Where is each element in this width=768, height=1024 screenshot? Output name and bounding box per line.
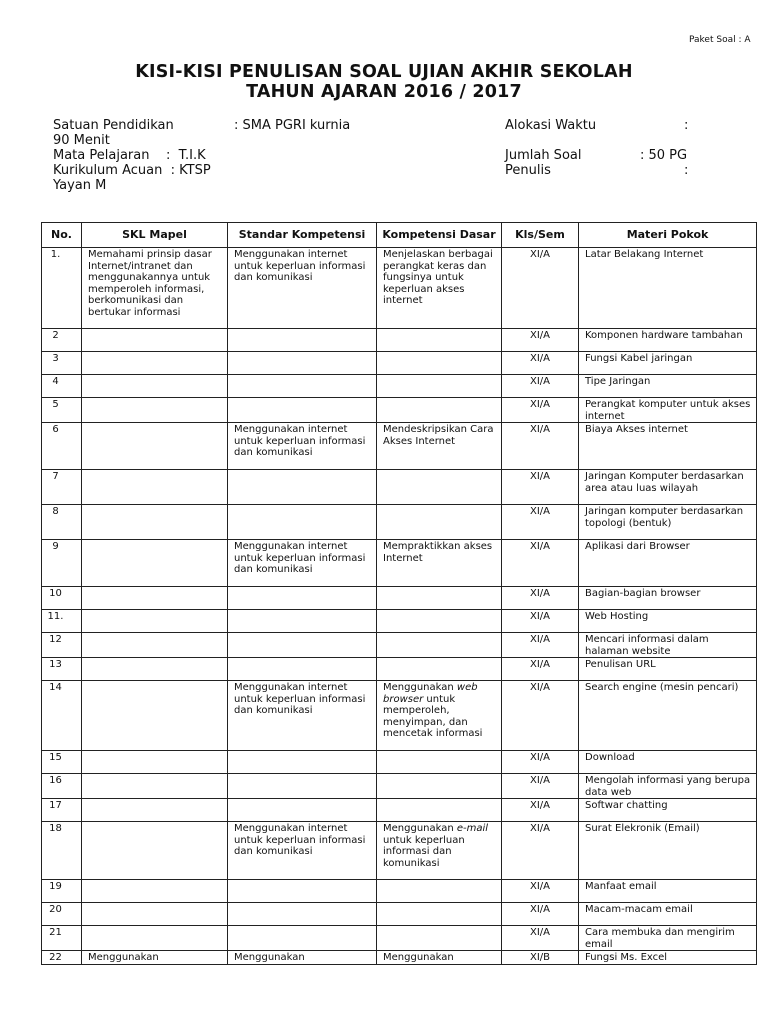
- cell-materi: Latar Belakang Internet: [579, 248, 757, 329]
- cell-no: 17: [42, 799, 82, 822]
- kd-text-part: web browser: [383, 682, 478, 705]
- cell-kd: Mempraktikkan akses Internet: [377, 540, 502, 587]
- kd-text-part: untuk memperoleh, menyimpan, dan mencetak informasi: [383, 693, 483, 739]
- cell-sk: [228, 903, 377, 926]
- cell-kd: [377, 822, 502, 880]
- kd-text-part: untuk keperluan informasi dan komunikasi: [383, 834, 465, 869]
- cell-sk: Menggunakan internet untuk keperluan informasi dan komunikasi: [228, 540, 377, 587]
- cell-no: 14: [42, 681, 82, 751]
- table-row: [42, 248, 757, 329]
- cell-kls: XI/A: [502, 352, 579, 375]
- cell-sk: [228, 587, 377, 610]
- cell-kls: XI/A: [502, 398, 579, 423]
- penulis-value: Yayan M: [53, 178, 107, 193]
- cell-kd: [377, 329, 502, 352]
- cell-materi: Perangkat komputer untuk akses internet: [579, 398, 757, 423]
- cell-materi: Jaringan Komputer berdasarkan area atau luas wilayah: [579, 470, 757, 505]
- cell-materi: Search engine (mesin pencari): [579, 681, 757, 751]
- cell-skl: [82, 799, 228, 822]
- cell-materi: Tipe Jaringan: [579, 375, 757, 398]
- cell-kls: XI/A: [502, 658, 579, 681]
- table-row: [42, 587, 757, 610]
- cell-no: 18: [42, 822, 82, 880]
- cell-skl: Menggunakan: [82, 951, 228, 965]
- cell-materi: Web Hosting: [579, 610, 757, 633]
- cell-kls: XI/A: [502, 505, 579, 540]
- table-row: [42, 352, 757, 375]
- cell-sk: [228, 505, 377, 540]
- table-row: [42, 903, 757, 926]
- cell-sk: [228, 633, 377, 658]
- cell-kls: XI/A: [502, 423, 579, 470]
- cell-skl: [82, 681, 228, 751]
- cell-skl: [82, 375, 228, 398]
- jumlah-label: Jumlah Soal: [505, 148, 582, 163]
- cell-kd: [377, 587, 502, 610]
- cell-no: 20: [42, 903, 82, 926]
- cell-kls: XI/A: [502, 926, 579, 951]
- cell-kls: XI/A: [502, 822, 579, 880]
- cell-sk: [228, 658, 377, 681]
- cell-no: 6: [42, 423, 82, 470]
- cell-sk: [228, 398, 377, 423]
- cell-skl: [82, 540, 228, 587]
- kurikulum-line: Kurikulum Acuan : KTSP: [53, 163, 211, 178]
- cell-skl: [82, 505, 228, 540]
- alokasi-label: Alokasi Waktu: [505, 118, 597, 133]
- cell-sk: Menggunakan: [228, 951, 377, 965]
- table-row: [42, 951, 757, 965]
- cell-kls: XI/A: [502, 587, 579, 610]
- kd-text-part: e-mail: [456, 823, 489, 834]
- cell-kd: [377, 751, 502, 774]
- cell-skl: [82, 398, 228, 423]
- cell-materi: Cara membuka dan mengirim email: [579, 926, 757, 951]
- table-row: [42, 540, 757, 587]
- satuan-label: Satuan Pendidikan: [53, 118, 174, 133]
- header-kls: Kls/Sem: [502, 223, 579, 248]
- cell-no: 9: [42, 540, 82, 587]
- cell-sk: [228, 470, 377, 505]
- cell-kls: XI/A: [502, 903, 579, 926]
- cell-kls: XI/A: [502, 799, 579, 822]
- cell-no: 4: [42, 375, 82, 398]
- cell-kd: [377, 658, 502, 681]
- cell-kd: [377, 375, 502, 398]
- cell-kd: Mendeskripsikan Cara Akses Internet: [377, 423, 502, 470]
- cell-materi: Mencari informasi dalam halaman website: [579, 633, 757, 658]
- cell-materi: Download: [579, 751, 757, 774]
- cell-materi: Fungsi Ms. Excel: [579, 951, 757, 965]
- cell-materi: Mengolah informasi yang berupa data web: [579, 774, 757, 799]
- cell-skl: [82, 329, 228, 352]
- cell-sk: [228, 880, 377, 903]
- penulis-colon: :: [684, 163, 689, 178]
- cell-materi: Macam-macam email: [579, 903, 757, 926]
- cell-no: 16: [42, 774, 82, 799]
- cell-materi: Fungsi Kabel jaringan: [579, 352, 757, 375]
- cell-kls: XI/A: [502, 751, 579, 774]
- table-row: [42, 799, 757, 822]
- kisi-kisi-table: [41, 222, 757, 965]
- table-row: [42, 774, 757, 799]
- jumlah-value: : 50 PG: [640, 148, 688, 163]
- cell-skl: [82, 423, 228, 470]
- cell-sk: [228, 375, 377, 398]
- table-row: [42, 751, 757, 774]
- cell-materi: Aplikasi dari Browser: [579, 540, 757, 587]
- cell-kd: Menjelaskan berbagai perangkat keras dan fungsinya untuk keperluan akses internet: [377, 248, 502, 329]
- cell-no: 15: [42, 751, 82, 774]
- cell-skl: [82, 751, 228, 774]
- cell-sk: [228, 610, 377, 633]
- table-row: [42, 658, 757, 681]
- cell-kd: [377, 633, 502, 658]
- cell-skl: [82, 774, 228, 799]
- cell-kd: [377, 610, 502, 633]
- table-row: [42, 610, 757, 633]
- cell-materi: Jaringan komputer berdasarkan topologi (bentuk): [579, 505, 757, 540]
- cell-kls: XI/A: [502, 248, 579, 329]
- cell-sk: Menggunakan internet untuk keperluan informasi dan komunikasi: [228, 248, 377, 329]
- cell-materi: Surat Elekronik (Email): [579, 822, 757, 880]
- cell-no: 12: [42, 633, 82, 658]
- cell-materi: Penulisan URL: [579, 658, 757, 681]
- cell-sk: [228, 799, 377, 822]
- cell-kls: XI/A: [502, 774, 579, 799]
- cell-materi: Manfaat email: [579, 880, 757, 903]
- cell-sk: Menggunakan internet untuk keperluan informasi dan komunikasi: [228, 822, 377, 880]
- cell-skl: [82, 822, 228, 880]
- cell-no: 3: [42, 352, 82, 375]
- header-sk: Standar Kompetensi: [228, 223, 377, 248]
- cell-sk: Menggunakan internet untuk keperluan informasi dan komunikasi: [228, 423, 377, 470]
- table-header-row: [42, 223, 757, 248]
- header-no: No.: [42, 223, 82, 248]
- cell-materi: Komponen hardware tambahan: [579, 329, 757, 352]
- cell-skl: [82, 352, 228, 375]
- cell-no: 22: [42, 951, 82, 965]
- table-row: [42, 822, 757, 880]
- cell-kls: XI/A: [502, 681, 579, 751]
- cell-skl: [82, 610, 228, 633]
- alokasi-value: 90 Menit: [53, 133, 110, 148]
- cell-kd: [377, 774, 502, 799]
- cell-sk: Menggunakan internet untuk keperluan informasi dan komunikasi: [228, 681, 377, 751]
- table-row: [42, 505, 757, 540]
- cell-kls: XI/A: [502, 329, 579, 352]
- cell-skl: Memahami prinsip dasar Internet/intranet dan menggunakannya untuk memperoleh informasi, berkomunikasi dan bertukar informasi: [82, 248, 228, 329]
- cell-no: 8: [42, 505, 82, 540]
- cell-materi: Softwar chatting: [579, 799, 757, 822]
- table-row: [42, 375, 757, 398]
- cell-skl: [82, 903, 228, 926]
- satuan-value: : SMA PGRI kurnia: [234, 118, 351, 133]
- table-row: [42, 633, 757, 658]
- alokasi-colon: :: [684, 118, 689, 133]
- document-subtitle: TAHUN AJARAN 2016 / 2017: [246, 82, 522, 102]
- cell-no: 1.: [42, 248, 82, 329]
- cell-no: 11.: [42, 610, 82, 633]
- cell-no: 2: [42, 329, 82, 352]
- cell-kd: [377, 505, 502, 540]
- cell-materi: Biaya Akses internet: [579, 423, 757, 470]
- cell-sk: [228, 774, 377, 799]
- cell-kls: XI/A: [502, 375, 579, 398]
- cell-materi: Bagian-bagian browser: [579, 587, 757, 610]
- cell-kd: [377, 880, 502, 903]
- cell-skl: [82, 587, 228, 610]
- paket-soal-label: Paket Soal : A: [689, 35, 751, 45]
- cell-sk: [228, 926, 377, 951]
- cell-kls: XI/A: [502, 633, 579, 658]
- header-skl: SKL Mapel: [82, 223, 228, 248]
- cell-kd: Menggunakan: [377, 951, 502, 965]
- cell-skl: [82, 470, 228, 505]
- table-row: [42, 329, 757, 352]
- cell-kd: [377, 470, 502, 505]
- table-row: [42, 926, 757, 951]
- table-row: [42, 681, 757, 751]
- cell-kd: [377, 398, 502, 423]
- cell-kd: [377, 903, 502, 926]
- cell-skl: [82, 880, 228, 903]
- penulis-label: Penulis: [505, 163, 551, 178]
- table-row: [42, 470, 757, 505]
- cell-no: 13: [42, 658, 82, 681]
- document-title: KISI-KISI PENULISAN SOAL UJIAN AKHIR SEKOLAH: [135, 62, 633, 82]
- cell-kd: [377, 799, 502, 822]
- cell-no: 7: [42, 470, 82, 505]
- kd-text-part: Menggunakan: [383, 823, 457, 834]
- header-kd: Kompetensi Dasar: [377, 223, 502, 248]
- cell-no: 19: [42, 880, 82, 903]
- cell-kd: [377, 352, 502, 375]
- cell-kd: [377, 681, 502, 751]
- cell-kls: XI/B: [502, 951, 579, 965]
- cell-sk: [228, 751, 377, 774]
- cell-sk: [228, 329, 377, 352]
- cell-no: 10: [42, 587, 82, 610]
- cell-kls: XI/A: [502, 880, 579, 903]
- table-row: [42, 880, 757, 903]
- table-row: [42, 398, 757, 423]
- cell-kls: XI/A: [502, 540, 579, 587]
- mapel-line: Mata Pelajaran : T.I.K: [53, 148, 206, 163]
- header-materi: Materi Pokok: [579, 223, 757, 248]
- cell-kd: [377, 926, 502, 951]
- cell-skl: [82, 658, 228, 681]
- cell-kls: XI/A: [502, 610, 579, 633]
- kd-text-part: Menggunakan: [383, 682, 457, 693]
- cell-sk: [228, 352, 377, 375]
- cell-kls: XI/A: [502, 470, 579, 505]
- cell-skl: [82, 633, 228, 658]
- cell-no: 5: [42, 398, 82, 423]
- table-row: [42, 423, 757, 470]
- cell-skl: [82, 926, 228, 951]
- cell-no: 21: [42, 926, 82, 951]
